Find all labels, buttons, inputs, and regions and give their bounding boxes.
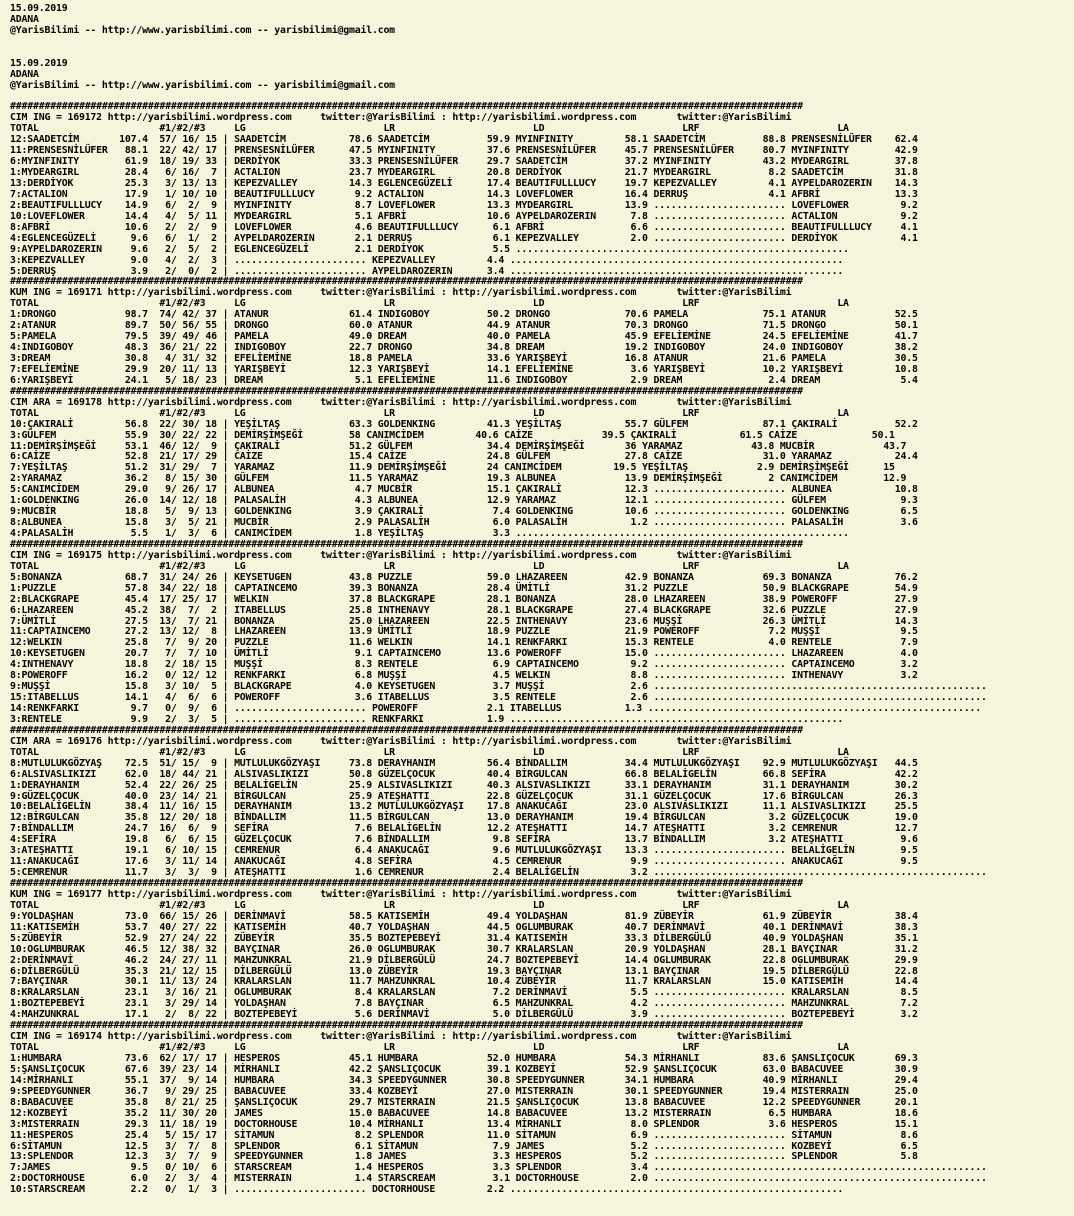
- report-line: 11:CAPTAINCEMO 27.2 13/ 12/ 8 | LHAZAREEN 13.9 ÜMİTLİ 18.9 PUZZLE 21.9 POWEROFF 7.2 MUŞŞİ 9.5: [10, 626, 918, 638]
- report-line: 8:ALBUNEA 15.8 3/ 5/ 21 | MUCBİR 2.9 PALASALİH 6.0 PALASALİH 1.2 ....................... PALASALİH 3.6: [10, 517, 918, 529]
- section-separator: ##########################################################################################################################################: [10, 1020, 803, 1032]
- report-line: TOTAL #1/#2/#3 LG LR LD LRF LA: [10, 123, 849, 135]
- section-separator: ##########################################################################################################################################: [10, 276, 803, 288]
- report-line: 2:YARAMAZ 36.2 8/ 15/ 30 | GÜLFEM 11.5 YARAMAZ 19.3 ALBUNEA 13.9 DEMİRŞİMŞEĞİ 2 CANIMCİDEM 12.9: [10, 473, 907, 485]
- report-line: 3:GÜLFEM 55.9 30/ 22/ 22 | DEMİRŞİMŞEĞİ 58 CANIMCİDEM 40.6 CAİZE 39.5 ÇAKIRALİ 61.5 CAİZE 50.1: [10, 429, 895, 441]
- report-line: 1:DRONGO 98.7 74/ 42/ 37 | ATANUR 61.4 INDIGOBOY 50.2 DRONGO 70.6 PAMELA 75.1 ATANUR 52.5: [10, 309, 918, 321]
- report-line: [10, 37, 1074, 48]
- report-line: 4:PALASALİH 5.5 1/ 3/ 6 | CANIMCİDEM 1.8 YEŞİLTAŞ 3.3 ..........................................................: [10, 528, 849, 539]
- report-line: 6:ALSIVASLIKIZI 62.0 18/ 44/ 21 | ALSIVASLIKIZI 50.8 GÜZELÇOCUK 40.4 BİRGULCAN 66.8 BELALİGELİN 66.8 SEFİRA 42.2: [10, 768, 918, 780]
- report-line: 8:MUTLULUKGÖZYAŞ 72.5 51/ 15/ 9 | MUTLULUKGÖZYAŞI 73.8 DERAYHANIM 56.4 BİNDALLIM 34.4 MUTLULUKGÖZYAŞI 92.9 MUTLULUKGÖZYAŞI 44.5: [10, 757, 918, 769]
- report-line: 7:ACTALION 17.9 1/ 10/ 10 | BEAUTIFULLLUCY 9.2 ACTALION 14.3 LOVEFLOWER 16.4 DERRUŞ 4.1 AFBRİ 13.3: [10, 188, 918, 200]
- report-line: 6:LHAZAREEN 45.2 38/ 7/ 2 | ITABELLUS 25.8 INTHENAVY 28.1 BLACKGRAPE 27.4 BLACKGRAPE 32.6 PUZZLE 27.9: [10, 604, 918, 616]
- report-line: 10:BELALİGELİN 38.4 11/ 16/ 15 | DERAYHANIM 13.2 MUTLULUKGÖZYAŞI 17.8 ANAKUCAĞI 23.0 ALSIVASLIKIZI 11.1 ALSIVASLIKIZI 25.5: [10, 801, 918, 813]
- report-line: 4:SEFİRA 19.8 6/ 6/ 15 | GÜZELÇOCUK 7.6 BİNDALLIM 9.8 SEFİRA 13.7 BİNDALLIM 3.2 ATEŞHATTI 9.6: [10, 834, 918, 846]
- report-line: 11:DEMİRŞİMŞEĞİ 53.1 46/ 12/ 9 | ÇAKIRALİ 51.2 GÜLFEM 34.4 DEMİRŞİMŞEĞİ 36 YARAMAZ 43.8 MUCBİR 43.7: [10, 440, 907, 452]
- section-separator: ##########################################################################################################################################: [10, 385, 803, 397]
- section-separator: ##########################################################################################################################################: [10, 878, 803, 889]
- report-line: @YarisBilimi -- http://www.yarisbilimi.com -- yarisbilimi@gmail.com: [10, 79, 395, 91]
- report-line: 11:HESPEROS 25.4 5/ 15/ 17 | SİTAMUN 8.2 SPLENDOR 11.0 SİTAMUN 6.9 ....................... SİTAMUN 8.6: [10, 1129, 918, 1141]
- report-line: 15.09.2019: [10, 57, 68, 69]
- report-line: ADANA: [10, 68, 39, 80]
- report-line: 15.09.2019: [10, 3, 68, 14]
- section-separator: ##########################################################################################################################################: [10, 538, 803, 550]
- section-separator: ##########################################################################################################################################: [10, 101, 803, 113]
- report-line: 8:BABACUVEE 35.8 8/ 21/ 25 | ŞANSLIÇOCUK 29.7 MISTERRAIN 21.5 ŞANSLIÇOCUK 13.8 BABACUVEE 12.2 SPEEDYGUNNER 20.1: [10, 1096, 918, 1108]
- report-line: 5:ŞANSLIÇOCUK 67.6 39/ 23/ 14 | MİRHANLI 42.2 ŞANSLIÇOCUK 39.1 KOZBEYİ 52.9 ŞANSLIÇOCUK 63.0 BABACUVEE 30.9: [10, 1063, 918, 1075]
- report-line: 2:BLACKGRAPE 45.4 17/ 25/ 17 | WELKIN 37.8 BLACKGRAPE 28.1 BONANZA 28.0 LHAZAREEN 38.9 POWEROFF 27.9: [10, 593, 918, 605]
- report-line: TOTAL #1/#2/#3 LG LR LD LRF LA: [10, 1042, 849, 1054]
- report-line: 14:RENKFARKI 9.7 0/ 9/ 6 | ....................... POWEROFF 2.1 ITABELLUS 1.3 ..........................................................: [10, 703, 981, 714]
- report-line: 4:MAHZUNKRAL 17.1 2/ 8/ 22 | BOZTEPEBEYİ 5.6 DERİNMAVİ 5.0 DİLBERGÜLÜ 3.9 ....................... BOZTEPEBEYİ 3.2: [10, 1009, 918, 1021]
- report-line: 9:GÜZELÇOCUK 40.0 23/ 14/ 21 | BİRGULCAN 25.9 ATEŞHATTI 22.8 GÜZELÇOCUK 31.1 GÜZELÇOCUK 17.6 BİRGULCAN 26.3: [10, 790, 918, 802]
- report-line: 3:MISTERRAIN 29.3 11/ 18/ 19 | DOCTORHOUSE 10.4 MİRHANLI 13.4 MİRHANLI 8.0 SPLENDOR 3.6 HESPEROS 15.1: [10, 1118, 918, 1130]
- report-line: 5:CEMRENUR 11.7 3/ 3/ 9 | ATEŞHATTI 1.6 CEMRENUR 2.4 BELALİGELİN 3.2 ..........................................................: [10, 867, 987, 879]
- report-line: TOTAL #1/#2/#3 LG LR LD LRF LA: [10, 560, 849, 572]
- report-line: KUM ING = 169171 http://yarisbilimi.wordpress.com twitter:@YarisBilimi : http://yarisbilimi.wordpress.com twitter:@YarisBilimi: [10, 287, 792, 299]
- report-line: 15:ITABELLUS 14.1 4/ 6/ 6 | POWEROFF 3.6 ITABELLUS 3.5 RENTELE 2.6 ..........................................................: [10, 692, 987, 704]
- report-line: 13:SPLENDOR 12.3 3/ 7/ 9 | SPEEDYGUNNER 1.8 JAMES 3.3 HESPEROS 5.2 ....................... SPLENDOR 5.8: [10, 1151, 918, 1163]
- report-line: 5:DERRUŞ 3.9 2/ 0/ 2 | ....................... AYPELDAROZERIN 3.4 ..........................................................: [10, 265, 844, 277]
- report-line: 4:EGLENCEGÜZELİ 9.6 6/ 1/ 2 | AYPELDAROZERIN 2.1 DERRUŞ 6.1 KEPEZVALLEY 2.0 ....................... DERDİYOK 4.1: [10, 232, 918, 244]
- report-line: 3:RENTELE 9.9 2/ 3/ 5 | ....................... RENKFARKI 1.9 ..........................................................: [10, 713, 844, 725]
- report-line: 1:GOLDENKING 26.0 14/ 12/ 18 | PALASALİH 4.3 ALBUNEA 12.9 YARAMAZ 12.1 ....................... GÜLFEM 9.3: [10, 495, 918, 507]
- report-line: 13:DERDİYOK 25.3 3/ 13/ 13 | KEPEZVALLEY 14.3 EGLENCEGÜZELİ 17.4 BEAUTIFULLLUCY 19.7 KEPEZVALLEY 4.1 AYPELDAROZERIN 14.3: [10, 178, 918, 189]
- report-line: TOTAL #1/#2/#3 LG LR LD LRF LA: [10, 899, 849, 911]
- report-line: TOTAL #1/#2/#3 LG LR LD LRF LA: [10, 746, 849, 758]
- report-line: 8:AFBRİ 10.6 2/ 2/ 9 | LOVEFLOWER 4.6 BEAUTIFULLLUCY 6.1 AFBRİ 6.6 ....................... BEAUTIFULLLUCY 4.1: [10, 221, 918, 233]
- report-line: 4:INTHENAVY 18.8 2/ 18/ 15 | MUŞŞİ 8.3 RENTELE 6.9 CAPTAINCEMO 9.2 ....................... CAPTAINCEMO 3.2: [10, 659, 918, 671]
- section-separator: ##########################################################################################################################################: [10, 724, 803, 736]
- report-line: 1:PUZZLE 57.8 34/ 22/ 18 | CAPTAINCEMO 39.3 BONANZA 28.4 ÜMİTLİ 31.2 PUZZLE 50.9 BLACKGRAPE 54.9: [10, 582, 918, 594]
- report-line: 10:STARSCREAM 2.2 0/ 1/ 3 | ....................... DOCTORHOUSE 2.2 ..........................................................: [10, 1184, 844, 1196]
- report-line: 5:ZÜBEYİR 52.9 27/ 24/ 22 | ZÜBEYİR 35.5 BOZTEPEBEYİ 31.4 KATISEMİH 33.3 DİLBERGÜLÜ 40.9 YOLDAŞHAN 35.1: [10, 932, 918, 944]
- report-line: 9:AYPELDAROZERIN 9.6 2/ 5/ 2 | EGLENCEGÜZELİ 2.1 DERDİYOK 5.5 ..........................................................: [10, 243, 849, 255]
- report-line: 8:POWEROFF 16.2 0/ 12/ 12 | RENKFARKI 6.8 MUŞŞİ 4.5 WELKIN 8.8 ....................... INTHENAVY 3.2: [10, 670, 918, 682]
- report-line: CIM ING = 169174 http://yarisbilimi.wordpress.com twitter:@YarisBilimi : http://yarisbilimi.wordpress.com twitter:@YarisBilimi: [10, 1031, 792, 1043]
- report-line: 6:MYINFINITY 61.9 18/ 19/ 33 | DERDİYOK 33.3 PRENSESNİLÜFER 29.7 SAADETCİM 37.2 MYINFINITY 43.2 MYDEARGIRL 37.8: [10, 156, 918, 168]
- report-line: @YarisBilimi -- http://www.yarisbilimi.com -- yarisbilimi@gmail.com: [10, 24, 395, 36]
- report-line: CIM ARA = 169176 http://yarisbilimi.wordpress.com twitter:@YarisBilimi : http://yarisbilimi.wordpress.com twitter:@YarisBilimi: [10, 735, 792, 747]
- report-line: 14:MİRHANLI 55.1 37/ 9/ 14 | HUMBARA 34.3 SPEEDYGUNNER 30.8 SPEEDYGUNNER 34.1 HUMBARA 40.9 MİRHANLI 29.4: [10, 1074, 918, 1086]
- report-line: 10:KEYSETUGEN 20.7 7/ 7/ 10 | ÜMİTLİ 9.1 CAPTAINCEMO 13.6 POWEROFF 15.0 ....................... LHAZAREEN 4.0: [10, 648, 918, 660]
- report-line: 11:ANAKUCAĞI 17.6 3/ 11/ 14 | ANAKUCAĞI 4.8 SEFİRA 4.5 CEMRENUR 9.9 ....................... ANAKUCAĞI 9.5: [10, 856, 918, 868]
- report-line: 5:BONANZA 68.7 31/ 24/ 26 | KEYSETUGEN 43.8 PUZZLE 59.0 LHAZAREEN 42.9 BONANZA 69.3 BONANZA 76.2: [10, 571, 918, 583]
- report-line: CIM ING = 169175 http://yarisbilimi.wordpress.com twitter:@YarisBilimi : http://yarisbilimi.wordpress.com twitter:@YarisBilimi: [10, 549, 792, 561]
- report-line: 9:YOLDAŞHAN 73.0 66/ 15/ 26 | DERİNMAVİ 58.5 KATISEMİH 49.4 YOLDAŞHAN 81.9 ZÜBEYİR 61.9 ZÜBEYİR 38.4: [10, 910, 918, 922]
- report-line: 2:BEAUTIFULLLUCY 14.9 6/ 2/ 9 | MYINFINITY 8.7 LOVEFLOWER 13.3 MYDEARGIRL 13.9 ....................... LOVEFLOWER 9.2: [10, 199, 918, 211]
- report-line: [10, 48, 1074, 59]
- report-line: KUM ING = 169177 http://yarisbilimi.wordpress.com twitter:@YarisBilimi : http://yarisbilimi.wordpress.com twitter:@YarisBilimi: [10, 888, 792, 900]
- report-line: 1:MYDEARGIRL 28.4 6/ 16/ 7 | ACTALION 23.7 MYDEARGIRL 20.8 DERDİYOK 21.7 MYDEARGIRL 8.2 SAADETCİM 31.8: [10, 167, 918, 179]
- report-line: 7:ÜMİTLİ 27.5 13/ 7/ 21 | BONANZA 25.0 LHAZAREEN 22.5 INTHENAVY 23.6 MUŞŞİ 26.3 ÜMİTLİ 14.3: [10, 615, 918, 627]
- report-line: 1:DERAYHANIM 52.4 22/ 26/ 25 | BELALİGELİN 25.9 ALSIVASLIKIZI 40.3 ALSIVASLIKIZI 33.1 DERAYHANIM 31.1 DERAYHANIM 30.2: [10, 779, 918, 791]
- report-line: 4:INDIGOBOY 48.3 36/ 21/ 22 | INDIGOBOY 22.7 DRONGO 34.8 DREAM 19.2 INDIGOBOY 24.0 INDIGOBOY 38.2: [10, 342, 918, 354]
- report-line: 10:ÇAKIRALİ 56.8 22/ 30/ 18 | YEŞİLTAŞ 63.3 GOLDENKING 41.3 YEŞİLTAŞ 55.7 GÜLFEM 87.1 ÇAKIRALİ 52.2: [10, 418, 918, 430]
- report-line: 9:MUŞŞİ 15.8 3/ 10/ 5 | BLACKGRAPE 4.0 KEYSETUGEN 3.7 MUŞŞİ 2.6 ..........................................................: [10, 681, 987, 693]
- report-line: ADANA: [10, 13, 39, 25]
- report-line: CIM ING = 169172 http://yarisbilimi.wordpress.com twitter:@YarisBilimi : http://yarisbilimi.wordpress.com twitter:@YarisBilimi: [10, 112, 792, 124]
- report-line: 6:DİLBERGÜLÜ 35.3 21/ 12/ 15 | DİLBERGÜLÜ 13.0 ZÜBEYİR 19.3 BAYÇINAR 13.1 BAYÇINAR 19.5 DİLBERGÜLÜ 22.8: [10, 965, 918, 977]
- report-line: 7:YEŞİLTAŞ 51.2 31/ 29/ 7 | YARAMAZ 11.9 DEMİRŞİMŞEĞİ 24 CANIMCİDEM 19.5 YEŞİLTAŞ 2.9 DEMİRŞİMŞEĞİ 15: [10, 462, 895, 474]
- report-line: 5:PAMELA 79.5 39/ 49/ 46 | PAMELA 49.0 DREAM 40.0 PAMELA 45.9 EFELİEMİNE 24.5 EFELİEMİNE 41.7: [10, 331, 918, 343]
- report-line: 12:SAADETCİM 107.4 57/ 16/ 15 | SAADETCİM 78.6 SAADETCİM 59.9 MYINFINITY 58.1 SAADETCİM 88.8 PRENSESNİLÜFER 62.4: [10, 134, 918, 146]
- report-line: 6:CAİZE 52.8 21/ 17/ 29 | CAİZE 15.4 CAİZE 24.8 GÜLFEM 27.8 CAİZE 31.0 YARAMAZ 24.4: [10, 451, 918, 463]
- report-line: 12:KOZBEYİ 35.2 11/ 30/ 20 | JAMES 15.0 BABACUVEE 14.8 BABACUVEE 13.2 MISTERRAIN 6.5 HUMBARA 18.6: [10, 1107, 918, 1119]
- report-line: 3:ATEŞHATTI 19.1 6/ 10/ 15 | CEMRENUR 6.4 ANAKUCAĞI 9.6 MUTLULUKGÖZYAŞI 13.3 ....................... BELALİGELİN 9.5: [10, 845, 918, 857]
- report-line: 10:OGLUMBURAK 46.5 12/ 38/ 32 | BAYÇINAR 26.0 OGLUMBURAK 30.7 KRALARSLAN 20.9 YOLDAŞHAN 28.1 BAYÇINAR 31.2: [10, 943, 918, 955]
- report-line: 7:JAMES 9.5 0/ 10/ 6 | STARSCREAM 1.4 HESPEROS 3.3 SPLENDOR 3.4 ..........................................................: [10, 1162, 987, 1174]
- report-line: TOTAL #1/#2/#3 LG LR LD LRF LA: [10, 298, 849, 310]
- report-line: 1:HUMBARA 73.6 62/ 17/ 17 | HESPEROS 45.1 HUMBARA 52.0 HUMBARA 54.3 MİRHANLI 83.6 ŞANSLIÇOCUK 69.3: [10, 1053, 918, 1064]
- report-line: 7:BİNDALLIM 24.7 16/ 6/ 9 | SEFİRA 7.6 BELALİGELİN 12.2 ATEŞHATTI 14.7 ATEŞHATTI 3.2 CEMRENUR 12.7: [10, 823, 918, 835]
- report-line: 7:EFELİEMİNE 29.9 20/ 11/ 13 | YARIŞBEYİ 12.3 YARIŞBEYİ 14.1 EFELİEMİNE 3.6 YARIŞBEYİ 10.2 YARIŞBEYİ 10.8: [10, 363, 918, 375]
- report-line: 8:KRALARSLAN 23.1 3/ 16/ 21 | OGLUMBURAK 8.4 KRALARSLAN 7.2 DERİNMAVİ 5.5 ....................... KRALARSLAN 8.5: [10, 987, 918, 999]
- report-line: 7:BAYÇINAR 30.1 11/ 13/ 24 | KRALARSLAN 11.7 MAHZUNKRAL 10.4 ZÜBEYİR 11.7 KRALARSLAN 15.0 KATISEMİH 14.4: [10, 976, 918, 988]
- report-line: 6:YARIŞBEYİ 24.1 5/ 18/ 23 | DREAM 5.1 EFELİEMİNE 11.6 INDIGOBOY 2.9 DREAM 2.4 DREAM 5.4: [10, 374, 918, 386]
- report-line: 6:SİTAMUN 12.5 3/ 7/ 8 | SPLENDOR 6.1 SİTAMUN 7.9 JAMES 5.2 ....................... KOZBEYİ 6.5: [10, 1140, 918, 1152]
- report-line: 10:LOVEFLOWER 14.4 4/ 5/ 11 | MYDEARGIRL 5.1 AFBRİ 10.6 AYPELDAROZERIN 7.8 ....................... ACTALION 9.2: [10, 210, 918, 222]
- report-line: 12:WELKIN 25.8 7/ 9/ 20 | PUZZLE 11.6 WELKIN 14.1 RENKFARKI 15.3 RENTELE 4.0 RENTELE 7.9: [10, 637, 918, 649]
- report-line: 3:DREAM 30.8 4/ 31/ 32 | EFELİEMİNE 18.8 PAMELA 33.6 YARIŞBEYİ 16.8 ATANUR 21.6 PAMELA 30.5: [10, 353, 918, 364]
- report-line: 2:ATANUR 89.7 50/ 56/ 55 | DRONGO 60.0 ATANUR 44.9 ATANUR 70.3 DRONGO 71.5 DRONGO 50.1: [10, 320, 918, 332]
- report-line: TOTAL #1/#2/#3 LG LR LD LRF LA: [10, 407, 849, 419]
- report-line: 11:KATISEMİH 53.7 40/ 27/ 22 | KATISEMİH 40.7 YOLDAŞHAN 44.5 OGLUMBURAK 40.7 DERİNMAVİ 40.1 DERİNMAVİ 38.3: [10, 921, 918, 933]
- report-line: 12:BİRGULCAN 35.8 12/ 20/ 18 | BİNDALLIM 11.5 BİRGULCAN 13.0 DERAYHANIM 19.4 BİRGULCAN 3.2 GÜZELÇOCUK 19.0: [10, 812, 918, 824]
- report-line: 1:BOZTEPEBEYİ 23.1 3/ 29/ 14 | YOLDAŞHAN 7.8 BAYÇINAR 6.5 MAHZUNKRAL 4.2 ....................... MAHZUNKRAL 7.2: [10, 998, 918, 1010]
- report-line: CIM ARA = 169178 http://yarisbilimi.wordpress.com twitter:@YarisBilimi : http://yarisbilimi.wordpress.com twitter:@YarisBilimi: [10, 396, 792, 408]
- report-line: 9:MUCBİR 18.8 5/ 9/ 13 | GOLDENKING 3.9 ÇAKIRALİ 7.4 GOLDENKING 10.6 ....................... GOLDENKING 6.5: [10, 506, 918, 518]
- report-line: 2:DERİNMAVİ 46.2 24/ 27/ 11 | MAHZUNKRAL 21.9 DİLBERGÜLÜ 24.7 BOZTEPEBEYİ 14.4 OGLUMBURAK 22.8 OGLUMBURAK 29.9: [10, 954, 918, 966]
- report-line: 11:PRENSESNİLÜFER 88.1 22/ 42/ 17 | PRENSESNİLÜFER 47.5 MYINFINITY 37.6 PRENSESNİLÜFER 45.7 PRENSESNİLÜFER 80.7 MYINFINITY 42.9: [10, 145, 918, 157]
- report-line: 3:KEPEZVALLEY 9.0 4/ 2/ 3 | ....................... KEPEZVALLEY 4.4 ..........................................................: [10, 254, 844, 266]
- report-line: 2:DOCTORHOUSE 6.0 2/ 3/ 4 | MISTERRAIN 1.4 STARSCREAM 3.1 DOCTORHOUSE 2.0 ..........................................................: [10, 1173, 987, 1185]
- report-line: 5:CANIMCİDEM 29.0 9/ 26/ 17 | ALBUNEA 4.7 MUCBİR 15.1 ÇAKIRALİ 12.3 ....................... ALBUNEA 10.8: [10, 484, 918, 496]
- report-line: 9:SPEEDYGUNNER 36.7 9/ 29/ 25 | BABACUVEE 33.4 KOZBEYİ 27.0 MISTERRAIN 30.1 SPEEDYGUNNER 19.4 MISTERRAIN 25.0: [10, 1085, 918, 1097]
